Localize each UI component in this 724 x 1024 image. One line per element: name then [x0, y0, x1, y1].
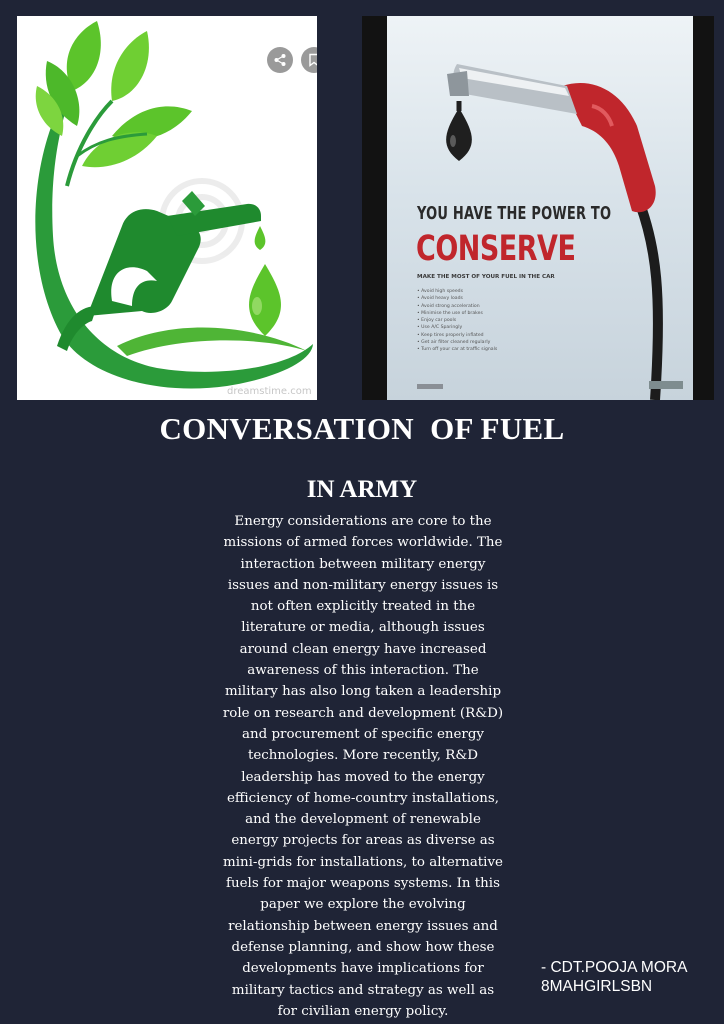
poster-brand-logo [649, 381, 683, 389]
poster-logo-mark [417, 384, 443, 389]
conserve-poster-image[interactable] [362, 16, 714, 400]
poster-tip: • Get air filter cleaned regularly [417, 340, 491, 346]
poster-tip: • Minimise the use of brakes [417, 310, 483, 316]
body-paragraph: Energy considerations are core to the missions of armed forces worldwide. The interaction between military energy issues and non-military energy issues is not often explicitly treated in the literature or media, although issues around clean energy have increased awareness of this interaction. The military has also long taken a leadership role on research and development (R&D) and procurement of specific energy technologies. More recently, R&D leadership has moved to the energy efficiency of home-country installations, and the development of renewable energy projects for areas as diverse as mini-grids for installations, to alternative fuels for major weapons systems. In this paper we explore the evolving relationship between energy issues and defense planning, and show how these developments have implications for military tactics and strategy as well as for civilian energy policy. [222, 514, 504, 1019]
author-name: - CDT.POOJA MORA [541, 959, 688, 976]
share-button[interactable] [267, 47, 293, 73]
page-subtitle: IN ARMY [306, 476, 418, 503]
bookmark-icon [308, 53, 317, 67]
author-signature [541, 958, 687, 996]
poster-headline: YOU HAVE THE POWER TO [417, 204, 612, 225]
poster-tip: • Avoid heavy loads [417, 296, 463, 302]
author-unit: 8MAHGIRLSBN [541, 978, 653, 995]
poster-tip: • Keep tires properly inflated [417, 332, 484, 338]
poster-tip: • Enjoy car pools [417, 318, 457, 324]
poster-tip: • Avoid strong acceleration [417, 303, 480, 309]
eco-fuel-nozzle-leaves-icon [17, 16, 317, 400]
eco-fuel-image[interactable] [17, 16, 317, 400]
poster-background [387, 16, 693, 400]
poster-subhead: MAKE THE MOST OF YOUR FUEL IN THE CAR [417, 274, 555, 280]
share-icon [273, 53, 287, 67]
watermark-text: dreamstime.com [227, 386, 312, 397]
page-title: CONVERSATION OF FUEL [159, 411, 565, 446]
poster-tips-list [417, 288, 497, 354]
poster-tip: • Turn off your car at traffic signals [417, 347, 498, 353]
poster-tip: • Avoid high speeds [417, 289, 463, 294]
poster-keyword: CONSERVE [416, 229, 576, 270]
poster-tip: • Use A/C Sparingly [417, 325, 463, 331]
